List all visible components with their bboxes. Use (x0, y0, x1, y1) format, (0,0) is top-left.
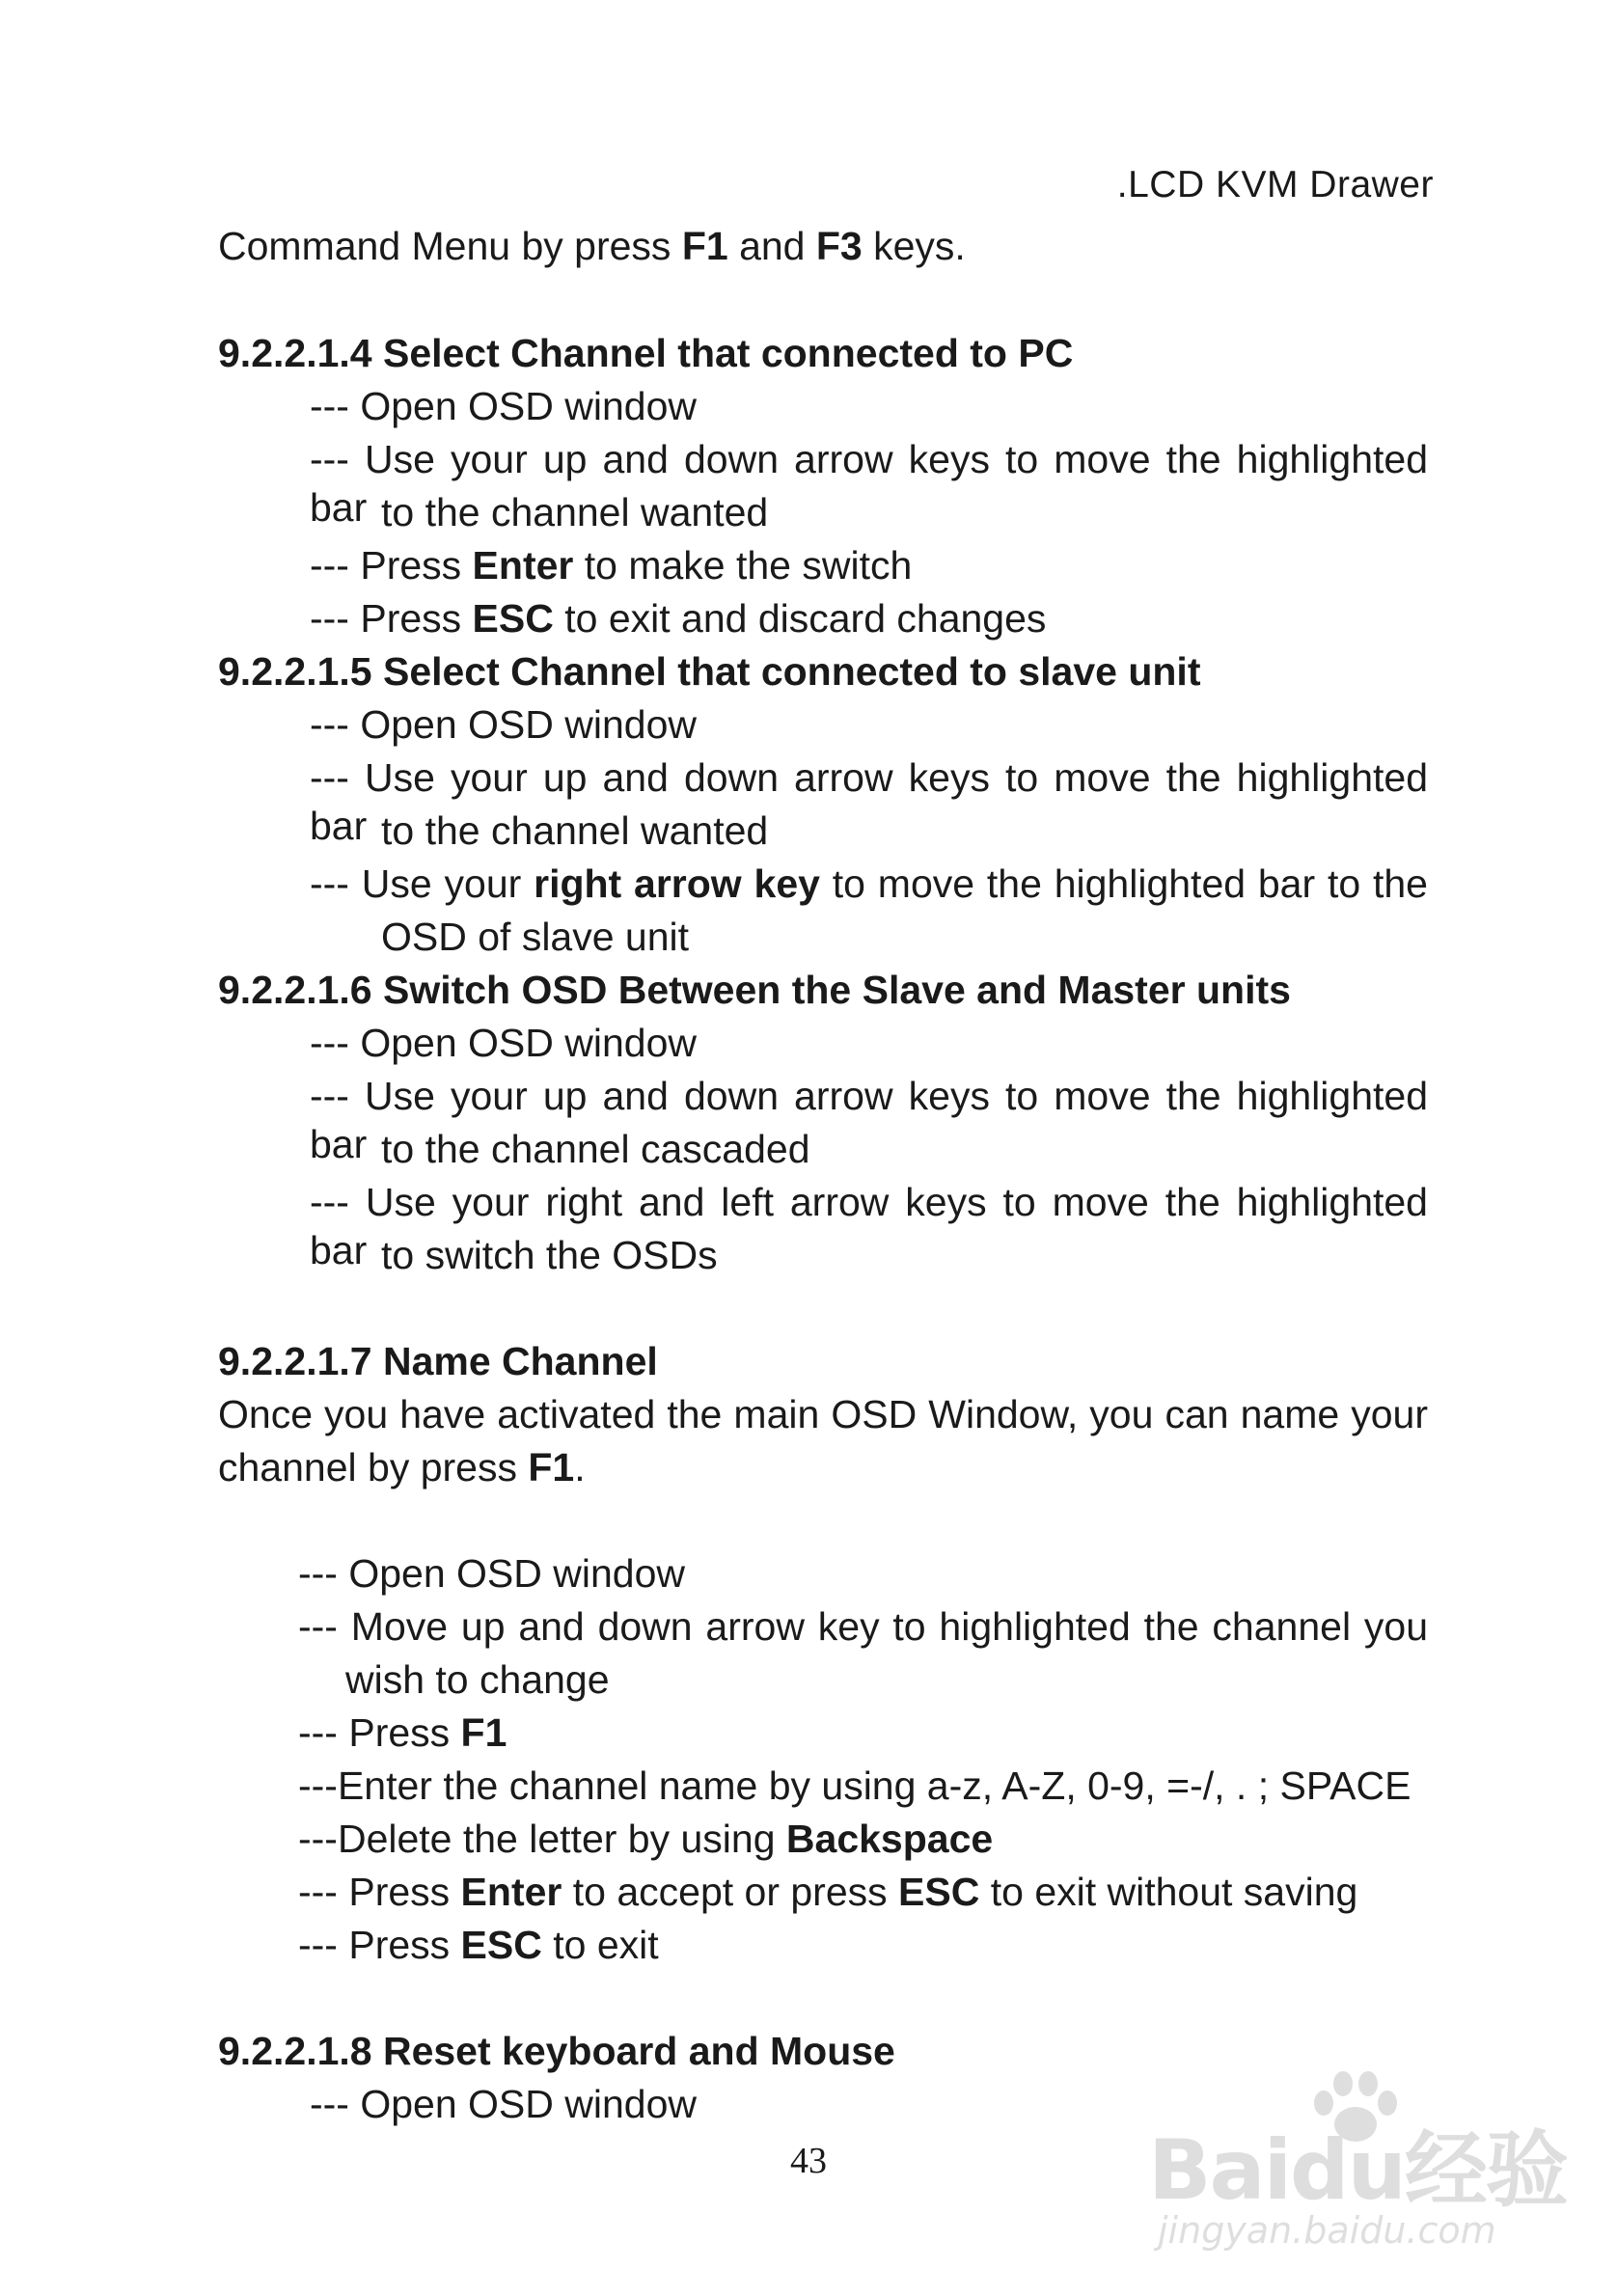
step-delete-letter: ---Delete the letter by using Backspace (298, 1817, 994, 1861)
step-open-osd: --- Open OSD window (310, 384, 698, 428)
intro-line: Command Menu by press F1 and F3 keys. (218, 224, 966, 268)
step-enter-name: ---Enter the channel name by using a-z, A-Z, 0-9, =-/, . ; SPACE (298, 1763, 1411, 1808)
step-press-esc: --- Press ESC to exit (298, 1923, 659, 1967)
watermark-brand: Baidu经验 (1148, 2122, 1567, 2219)
watermark-url: jingyan.baidu.com (1158, 2209, 1496, 2252)
step-press-f1: --- Press F1 (298, 1710, 507, 1755)
step-open-osd: --- Open OSD window (310, 702, 698, 747)
step-arrow-keys-cont: to the channel wanted (381, 808, 769, 853)
step-right-arrow: --- Use your right arrow key to move the highlighted bar to the (310, 861, 1428, 906)
step-accept-or-exit: --- Press Enter to accept or press ESC to exit without saving (298, 1870, 1358, 1914)
step-left-right-keys-cont: to switch the OSDs (381, 1233, 718, 1277)
step-open-osd: --- Open OSD window (298, 1551, 686, 1596)
paragraph-line: channel by press F1. (218, 1445, 586, 1490)
step-open-osd: --- Open OSD window (310, 2082, 698, 2126)
section-heading-reset-keyboard: 9.2.2.1.8 Reset keyboard and Mouse (218, 2029, 895, 2073)
section-heading-switch-osd: 9.2.2.1.6 Switch OSD Between the Slave and Master units (218, 968, 1291, 1012)
running-header: .LCD KVM Drawer (1116, 164, 1434, 205)
section-heading-select-channel-slave: 9.2.2.1.5 Select Channel that connected to slave unit (218, 649, 1201, 694)
step-arrow-keys: --- Use your up and down arrow keys to move the highlighted bar (310, 437, 1428, 530)
baidu-watermark (1148, 2064, 1573, 2257)
step-right-arrow-cont: OSD of slave unit (381, 915, 690, 959)
step-arrow-keys-cont: to the channel cascaded (381, 1127, 810, 1171)
step-move-arrow: --- Move up and down arrow key to highlighted the channel you (298, 1604, 1428, 1649)
page-number: 43 (790, 2141, 827, 2181)
step-open-osd: --- Open OSD window (310, 1021, 698, 1065)
step-arrow-keys: --- Use your up and down arrow keys to move the highlighted bar (310, 1074, 1428, 1166)
step-arrow-keys-cont: to the channel wanted (381, 490, 769, 534)
step-press-enter: --- Press Enter to make the switch (310, 543, 913, 588)
step-left-right-keys: --- Use your right and left arrow keys to move the highlighted bar (310, 1180, 1428, 1272)
step-press-esc: --- Press ESC to exit and discard changes (310, 596, 1047, 641)
section-heading-select-channel-pc: 9.2.2.1.4 Select Channel that connected to PC (218, 331, 1074, 375)
step-arrow-keys: --- Use your up and down arrow keys to move the highlighted bar (310, 755, 1428, 848)
paragraph-line: Once you have activated the main OSD Window, you can name your (218, 1392, 1428, 1436)
section-heading-name-channel: 9.2.2.1.7 Name Channel (218, 1339, 658, 1383)
step-move-arrow-cont: wish to change (345, 1657, 610, 1702)
